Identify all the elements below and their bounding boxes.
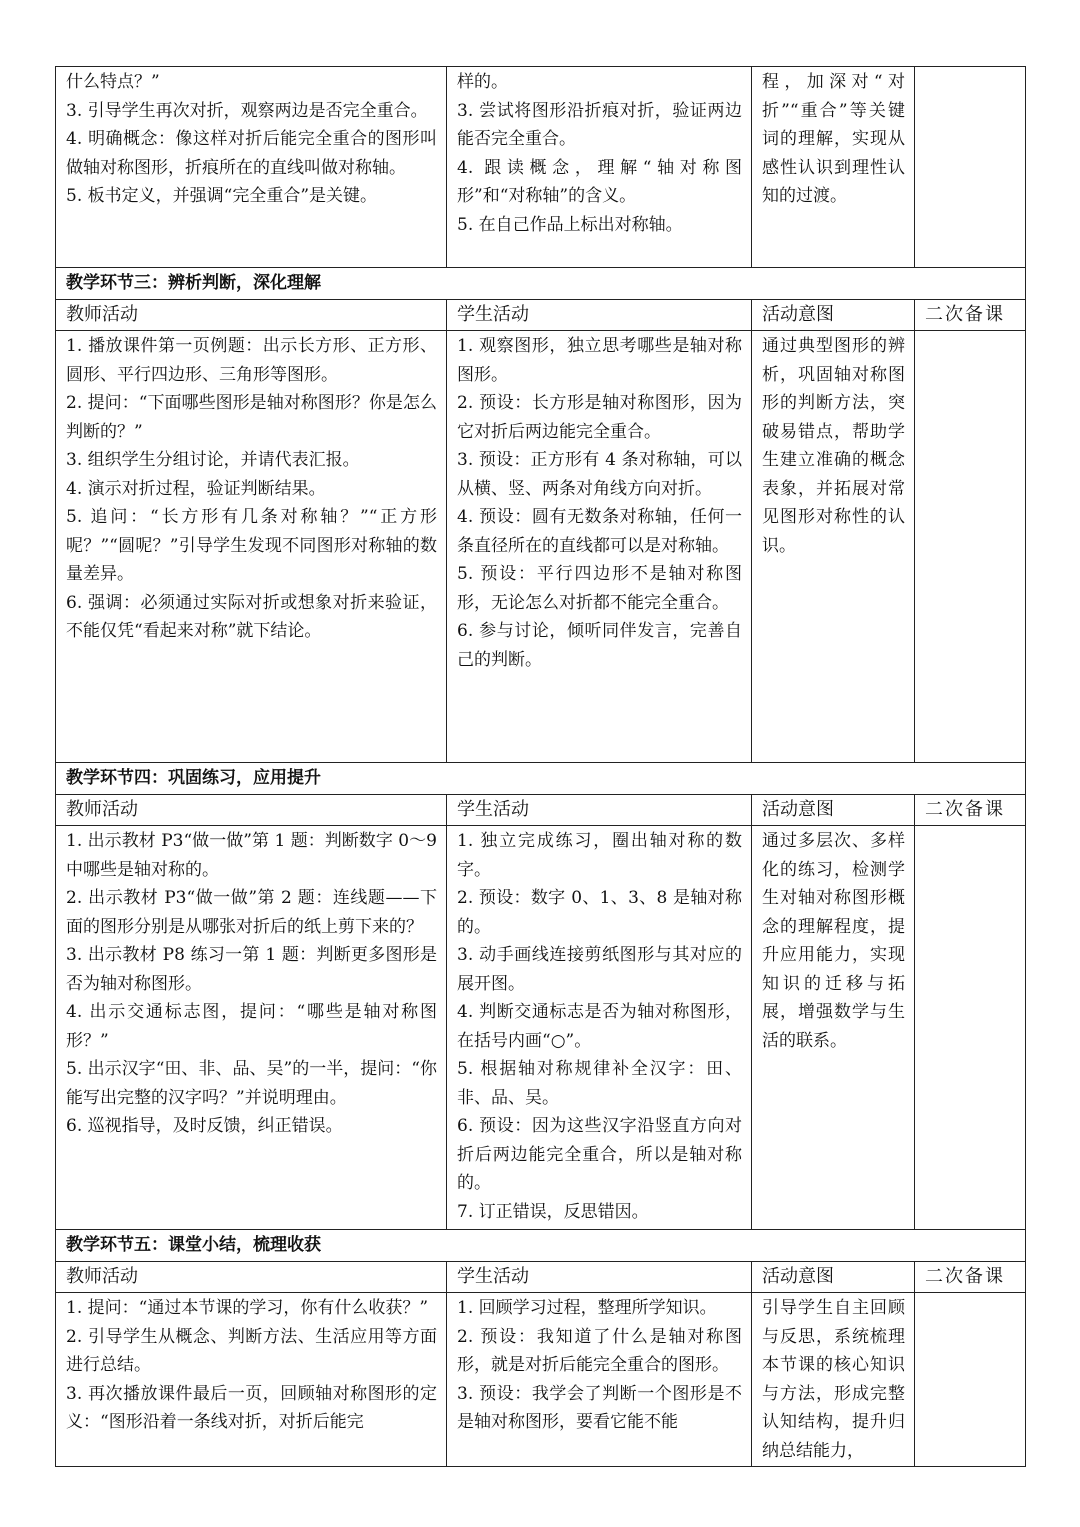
- student-item: 2. 预设：长方形是轴对称图形，因为它对折后两边能完全重合。: [457, 393, 742, 442]
- teacher-cell: [56, 826, 447, 1230]
- section-title: 教学环节五：课堂小结，梳理收获: [56, 1230, 1026, 1262]
- student-cell: [447, 826, 752, 1230]
- header-notes: 二次备课: [915, 299, 1026, 331]
- notes-cell: [915, 826, 1026, 1230]
- intent-text: 通过典型图形的辨析，巩固轴对称图形的判断方法，突破易错点，帮助学生建立准确的概念表象，并拓展对常见图形对称性的认识。: [762, 336, 905, 556]
- student-item: 6. 参与讨论，倾听同伴发言，完善自己的判断。: [457, 621, 742, 670]
- teacher-cell: [56, 331, 447, 763]
- header-intent: 活动意图: [752, 299, 915, 331]
- student-item: 4. 跟读概念，理解“轴对称图形”和“对称轴”的含义。: [457, 157, 742, 206]
- lesson-plan-table: [55, 66, 1026, 1467]
- teacher-item: 5. 板书定义，并强调“完全重合”是关键。: [66, 186, 378, 206]
- intent-cell: [752, 67, 915, 268]
- table-row: [56, 67, 1026, 268]
- teacher-item: 1. 出示教材 P3“做一做”第 1 题：判断数字 0～9 中哪些是轴对称的。: [66, 831, 437, 880]
- teacher-item: 5. 出示汉字“田、非、品、吴”的一半，提问：“你能写出完整的汉字吗？”并说明理由。: [66, 1059, 437, 1108]
- teacher-item: 3. 组织学生分组讨论，并请代表汇报。: [66, 450, 360, 470]
- teacher-item: 1. 播放课件第一页例题：出示长方形、正方形、圆形、平行四边形、三角形等图形。: [66, 336, 437, 385]
- student-cell: [447, 331, 752, 763]
- section-title-row: [56, 1230, 1026, 1262]
- intent-cell: [752, 826, 915, 1230]
- header-teacher: 教师活动: [56, 299, 447, 331]
- student-item: 1. 观察图形，独立思考哪些是轴对称图形。: [457, 336, 742, 385]
- teacher-item: 2. 提问：“下面哪些图形是轴对称图形？你是怎么判断的？”: [66, 393, 437, 442]
- student-item: 4. 预设：圆有无数条对称轴，任何一条直径所在的直线都可以是对称轴。: [457, 507, 742, 556]
- intent-text: 程，加深对“对折”“重合”等关键词的理解，实现从感性认识到理性认知的过渡。: [762, 72, 905, 206]
- student-item: 1. 独立完成练习，圈出轴对称的数字。: [457, 831, 742, 880]
- student-cell: [447, 1293, 752, 1467]
- notes-cell: [915, 1293, 1026, 1467]
- header-intent: 活动意图: [752, 1261, 915, 1293]
- section-title-row: [56, 268, 1026, 300]
- student-item: 5. 预设：平行四边形不是轴对称图形，无论怎么对折都不能完全重合。: [457, 564, 742, 613]
- teacher-item: 2. 出示教材 P3“做一做”第 2 题：连线题——下面的图形分别是从哪张对折后的纸上剪下来的？: [66, 888, 437, 937]
- student-cell: [447, 67, 752, 268]
- student-item: 3. 动手画线连接剪纸图形与其对应的展开图。: [457, 945, 742, 994]
- teacher-item: 6. 巡视指导，及时反馈，纠正错误。: [66, 1116, 343, 1136]
- header-teacher: 教师活动: [56, 794, 447, 826]
- teacher-item: 5. 追问：“长方形有几条对称轴？”“正方形呢？”“圆呢？”引导学生发现不同图形对称轴的数量差异。: [66, 507, 437, 584]
- section-title: 教学环节四：巩固练习，应用提升: [56, 763, 1026, 795]
- teacher-item: 3. 出示教材 P8 练习一第 1 题：判断更多图形是否为轴对称图形。: [66, 945, 437, 994]
- header-student: 学生活动: [447, 1261, 752, 1293]
- teacher-item: 3. 再次播放课件最后一页，回顾轴对称图形的定义：“图形沿着一条线对折，对折后能完: [66, 1383, 437, 1432]
- teacher-item: 2. 引导学生从概念、判断方法、生活应用等方面进行总结。: [66, 1326, 437, 1375]
- student-item: 3. 预设：正方形有 4 条对称轴，可以从横、竖、两条对角线方向对折。: [457, 450, 742, 499]
- student-item: 样的。: [457, 72, 508, 92]
- student-item: 3. 尝试将图形沿折痕对折，验证两边能否完全重合。: [457, 100, 742, 149]
- student-item: 3. 预设：我学会了判断一个图形是不是轴对称图形，要看它能不能: [457, 1383, 742, 1432]
- teacher-item: 4. 明确概念：像这样对折后能完全重合的图形叫做轴对称图形，折痕所在的直线叫做对称轴。: [66, 129, 437, 178]
- student-item: 5. 根据轴对称规律补全汉字：田、非、品、吴。: [457, 1059, 742, 1108]
- intent-cell: [752, 1293, 915, 1467]
- header-student: 学生活动: [447, 299, 752, 331]
- section-title-row: [56, 763, 1026, 795]
- header-row: [56, 794, 1026, 826]
- notes-cell: [915, 67, 1026, 268]
- header-row: [56, 299, 1026, 331]
- intent-text: 引导学生自主回顾与反思，系统梳理本节课的核心知识与方法，形成完整认知结构，提升归纳总结能力，: [762, 1298, 905, 1461]
- teacher-item: 4. 出示交通标志图，提问：“哪些是轴对称图形？”: [66, 1002, 437, 1051]
- header-row: [56, 1261, 1026, 1293]
- notes-cell: [915, 331, 1026, 763]
- header-notes: 二次备课: [915, 794, 1026, 826]
- teacher-item: 3. 引导学生再次对折，观察两边是否完全重合。: [66, 100, 428, 121]
- header-intent: 活动意图: [752, 794, 915, 826]
- student-item: 2. 预设：我知道了什么是轴对称图形，就是对折后能完全重合的图形。: [457, 1326, 742, 1375]
- header-notes: 二次备课: [915, 1261, 1026, 1293]
- student-item: 5. 在自己作品上标出对称轴。: [457, 214, 683, 235]
- student-item: 4. 判断交通标志是否为轴对称图形，在括号内画“○”。: [457, 1002, 742, 1051]
- table-row: [56, 826, 1026, 1230]
- student-item: 7. 订正错误，反思错因。: [457, 1201, 649, 1222]
- teacher-item: 1. 提问：“通过本节课的学习，你有什么收获？”: [66, 1298, 429, 1318]
- header-teacher: 教师活动: [56, 1261, 447, 1293]
- teacher-cell: [56, 1293, 447, 1467]
- intent-cell: [752, 331, 915, 763]
- student-item: 6. 预设：因为这些汉字沿竖直方向对折后两边能完全重合，所以是轴对称的。: [457, 1116, 742, 1193]
- header-student: 学生活动: [447, 794, 752, 826]
- teacher-item: 6. 强调：必须通过实际对折或想象对折来验证，不能仅凭“看起来对称”就下结论。: [66, 592, 437, 641]
- table-row: [56, 331, 1026, 763]
- intent-text: 通过多层次、多样化的练习，检测学生对轴对称图形概念的理解程度，提升应用能力，实现知识的迁移与拓展，增强数学与生活的联系。: [762, 831, 905, 1051]
- teacher-item: 4. 演示对折过程，验证判断结果。: [66, 478, 326, 499]
- section-title: 教学环节三：辨析判断，深化理解: [56, 268, 1026, 300]
- table-row: [56, 1293, 1026, 1467]
- student-item: 2. 预设：数字 0、1、3、8 是轴对称的。: [457, 888, 742, 937]
- teacher-cell: [56, 67, 447, 268]
- teacher-item: 什么特点？”: [66, 72, 160, 92]
- student-item: 1. 回顾学习过程，整理所学知识。: [457, 1298, 717, 1318]
